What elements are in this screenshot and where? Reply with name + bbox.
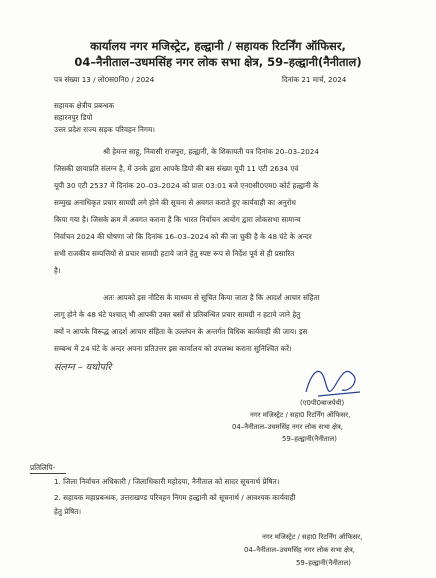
body-line: यूपी 30 एटी 2537 में दिनांक 20–03–2024 को प्रातः 03:01 बजे एन0सी0एम0 कोर्ट हल्द्वानी के [54,181,319,190]
body-line: क्यों न आपके विरूद्ध आदर्श आचार संहिता के उल्लंघन के अन्तर्गत विधिक कार्यवाही की जाय। इस [54,327,308,336]
body-line: जिसकी छायाप्रति संलग्न है, में उनके द्वारा आपके डिपो की बस संख्या यूपी 11 एटी 2634 एवं [54,164,299,173]
copy-signatory-designation: 59–हल्द्वानी(नैनीताल) [296,559,351,567]
body-line: सम्मुख अनाधिकृत प्रचार सामग्री लगे होने की सूचना से अवगत कराते हुए कार्यवाही का अनुरोध [54,198,296,207]
addressee-line: उत्तर प्रदेश राज्य सड़क परिवहन निगम। [54,125,155,134]
copy-heading-underline [30,473,66,474]
addressee-line: सहारनपुर डिपो [54,113,93,122]
letter-number: पत्र संख्या 13 / लो0स0नि0 / 2024 [54,75,155,84]
enclosure-note: संलग्न – यथोपरि [54,362,112,373]
copy-signatory-designation: 04–नैनीताल–उधमसिंह नगर लोक सभा क्षेत्र, [244,546,355,554]
copy-signatory-designation: नगर मजिस्ट्रेट / सहा0 रिटर्निंग ऑफिसर, [262,533,363,541]
signatory-designation: 04–नैनीताल–उधमसिंह नगर लोक सभा क्षेत्र, [232,423,343,431]
copy-heading: प्रतिलिपि- [30,463,56,472]
signatory-name: (ए0पी0बाजपेयी) [300,399,345,407]
signatory-designation: नगर मजिस्ट्रेट / सहा0 रिटर्निंग ऑफिसर, [250,411,351,419]
office-title: कार्यालय नगर मजिस्ट्रेट, हल्द्वानी / सहायक रिटर्निंग ऑफिसर, [90,39,346,53]
letter-date: दिनांक 21 मार्च, 2024 [282,75,347,84]
body-line: सभी राजकीय सम्पत्तियों से प्रचार सामग्री हटाये जाने हेतु स्पष्ट रूप से निर्देश पूर्व से ही प्रसारित [54,249,295,258]
copy-item: 2. सहायक महाप्रबन्धक, उत्तराखण्ड परिवहन निगम हल्द्वानी को सूचनार्थ / आवश्यक कार्यवाही [54,493,296,502]
body-line: अतः आपको इस नोटिस के माध्यम से सूचित किया जाता है कि आदर्श आचार संहिता [103,293,320,302]
body-line: निर्वाचन 2024 की घोषणा जो कि दिनांक 16–03–2024 को की जा चुकी है के 48 घंटे के अन्दर [54,232,312,241]
body-line: सम्बन्ध में 24 घंटे के अन्दर अपना प्रतिउत्तर इस कार्यालय को उपलब्ध कराना सुनिश्चित करें। [54,344,292,353]
body-line: है। [54,266,61,275]
body-line: किया गया है। जिसके क्रम में अवगत कराना है कि भारत निर्वाचन आयोग द्वारा लोकसभा सामान्य [54,215,301,224]
signatory-designation: 59–हल्द्वानी(नैनीताल) [282,435,337,443]
copy-item: हेतु प्रेषित। [54,507,82,516]
copy-item: 1. जिला निर्वाचन अधिकारी / जिलाधिकारी महोदया, नैनीताल को सादर सूचनार्थ प्रेषित। [54,477,280,486]
body-line: लागू होने के 48 घंटे पश्चात् भी आपकी उक्त बसों से प्रतिबन्धित प्रचार सामग्री न हटाये जाने हेतु [54,310,301,319]
body-line: श्री हेमन्त साहू, निवासी राजपुरा, हल्द्वानी, के शिकायती पत्र दिनांक 20–03–2024 [103,147,319,156]
addressee-line: सहायक क्षेत्रीय प्रबन्धक [54,101,115,110]
office-subtitle: 04–नैनीताल–उधमसिंह नगर लोक सभा क्षेत्र, 59–हल्द्वानी(नैनीताल) [74,55,362,69]
